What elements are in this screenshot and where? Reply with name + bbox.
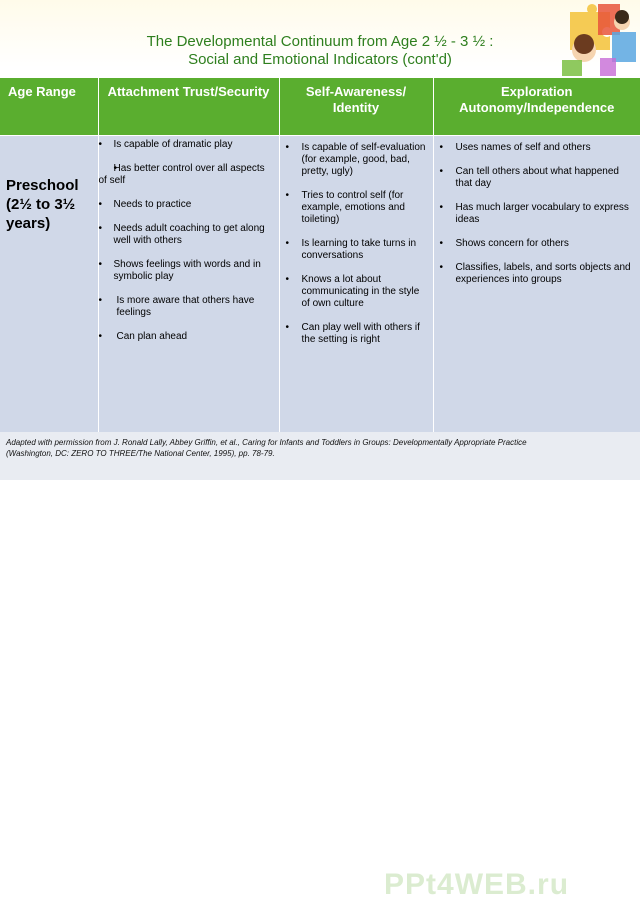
list-item: • Classifies, labels, and sorts objects and experiences into groups [434,262,640,286]
preschool-row [0,136,640,433]
list-item: • Uses names of self and others [434,142,640,154]
list-item: • Tries to control self (for example, emotions and toileting) [280,190,433,226]
header-attachment: Attachment Trust/Security [98,78,279,136]
exploration-cell [433,136,640,433]
age-label-3: years) [6,214,98,233]
list-item: • Shows concern for others [434,238,640,250]
watermark-text: PPt4WEB.ru [384,868,569,902]
self-awareness-cell [279,136,433,433]
list-item: • Can tell others about what happened that day [434,166,640,190]
age-label-2: (2½ to 3½ [6,195,98,214]
list-item: • Needs to practice [99,199,279,211]
list-item: • Can plan ahead [99,331,279,343]
citation-footer [0,432,640,480]
header-exploration: Exploration Autonomy/Independence [433,78,640,136]
title-line-2: Social and Emotional Indicators (cont'd) [0,51,640,69]
list-item: • Shows feelings with words and in symbolic play [99,259,279,283]
continuum-table [0,78,640,432]
list-item: • Knows a lot about communicating in the style of own culture [280,274,433,310]
list-item: • Has much larger vocabulary to express ideas [434,202,640,226]
header-age-range: Age Range [0,78,98,136]
list-item: • Is capable of self-evaluation (for example, good, bad, pretty, ugly) [280,142,433,178]
citation-line-1: Adapted with permission from J. Ronald Lally, Abbey Griffin, et al., Caring for Infants and Toddlers in Groups: Developmentally Appropriate Practice [6,437,606,448]
citation-text [6,437,606,459]
list-item: • Is capable of dramatic play [99,139,279,151]
list-item: • Is learning to take turns in conversations [280,238,433,262]
list-item: • Can play well with others if the setting is right [280,322,433,346]
age-label-1: Preschool [6,176,98,195]
header-self-awareness: Self-Awareness/ Identity [279,78,433,136]
header-row [0,78,640,136]
list-item: • Needs adult coaching to get along well with others [99,223,279,247]
list-item: • Is more aware that others have feelings [99,295,279,319]
citation-line-2: (Washington, DC: ZERO TO THREE/The National Center, 1995), pp. 78-79. [6,448,606,459]
list-item: • Has better control over all aspects of self [99,163,279,187]
age-range-cell [0,136,98,433]
attachment-cell [98,136,279,433]
title-line-1: The Developmental Continuum from Age 2 ½ - 3 ½ : [0,33,640,51]
puzzle-kids-clipart-icon [540,2,640,80]
